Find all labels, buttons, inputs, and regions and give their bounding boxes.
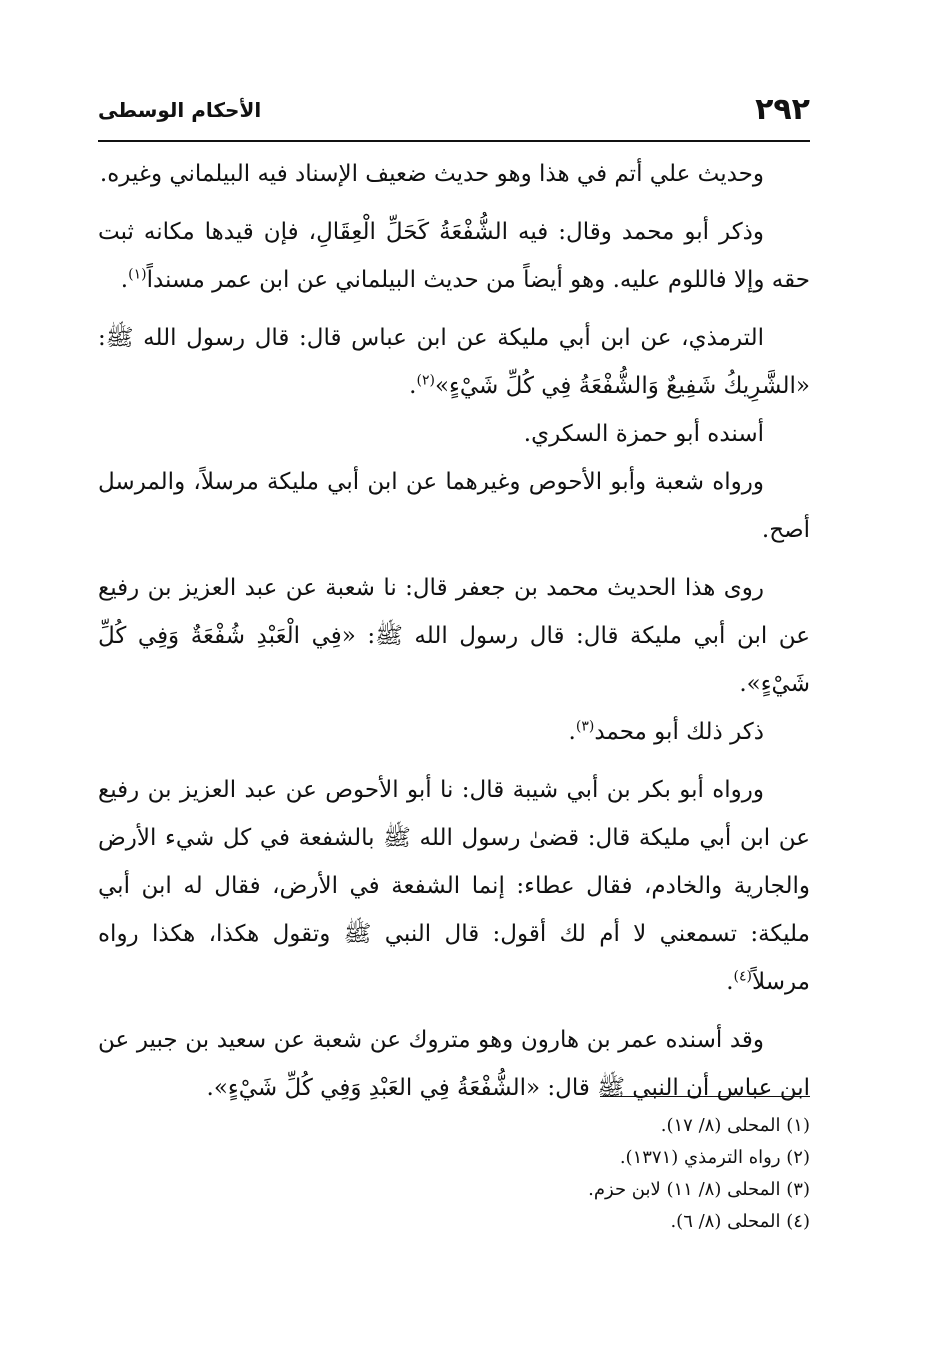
paragraph-9: [98, 1016, 810, 1112]
paragraph-text: روى هذا الحديث محمد بن جعفر قال: نا شعبة عن عبد العزيز بن رفيع عن ابن أبي مليكة قال: قال رسول الله ﷺ: «فِي الْعَبْدِ شُفْعَةٌ وَفِي كُلِّ شَيْءٍ».: [98, 575, 810, 697]
paragraph-tail: .: [409, 373, 417, 399]
paragraph-1: [98, 150, 810, 198]
paragraph-2: [98, 208, 810, 304]
paragraph-7: [98, 708, 810, 756]
running-title: الأحكام الوسطى: [98, 98, 262, 122]
paragraph-text: ورواه شعبة وأبو الأحوص وغيرهما عن ابن أبي مليكة مرسلاً، والمرسل أصح.: [98, 469, 810, 543]
footnote-3: (٣) المحلى (٨/ ١١) لابن حزم.: [588, 1179, 810, 1200]
footnote-ref-1[interactable]: (١): [128, 266, 147, 283]
paragraph-text: وذكر أبو محمد وقال: فيه الشُّفْعَةُ كَحَلِّ الْعِقَالِ، فإن قيدها مكانه ثبت حقه وإلا فاللوم عليه. وهو أيضاً من حديث البيلماني عن ابن عمر مسنداً: [98, 219, 810, 293]
paragraph-text: ورواه أبو بكر بن أبي شيبة قال: نا أبو الأحوص عن عبد العزيز بن رفيع عن ابن أبي مليكة قال: قضىٰ رسول الله ﷺ بالشفعة في كل شيء الأرض والجارية والخادم، فقال عطاء: إنما الشفعة في الأرض، فقال له ابن أبي مليكة: تسمعني لا أم لك أقول: قال النبي ﷺ وتقول هكذا، هكذا رواه مرسلاً: [98, 777, 810, 995]
paragraph-text: الترمذي، عن ابن أبي مليكة عن ابن عباس قال: قال رسول الله ﷺ: «الشَّرِيكُ شَفِيعٌ وَالشُّفْعَةُ فِي كُلِّ شَيْءٍ»: [98, 325, 810, 399]
paragraph-3: [98, 314, 810, 410]
footnote-ref-3[interactable]: (٣): [575, 718, 595, 735]
paragraph-tail: .: [120, 267, 129, 293]
footnotes: [98, 1110, 810, 1238]
footnote-separator: [600, 1096, 810, 1097]
paragraph-text: أسنده أبو حمزة السكري.: [523, 421, 764, 447]
footnote-4: (٤) المحلى (٨/ ٦).: [670, 1211, 810, 1232]
paragraph-4: [98, 410, 810, 458]
paragraph-tail: .: [726, 969, 734, 995]
paragraph-8: [98, 766, 810, 1006]
footnote-2: (٢) رواه الترمذي (١٣٧١).: [619, 1147, 810, 1168]
paragraph-text: ذكر ذلك أبو محمد: [594, 719, 764, 745]
footnote-ref-4[interactable]: (٤): [733, 968, 752, 985]
paragraph-6: [98, 564, 810, 708]
page-number: ٢٩٢: [755, 92, 810, 127]
main-text: [98, 150, 810, 1122]
paragraph-text: وحديث علي أتم في هذا وهو حديث ضعيف الإسناد فيه البيلماني وغيره.: [99, 161, 764, 187]
footnote-1: (١) المحلى (٨/ ١٧).: [660, 1115, 810, 1136]
header-rule: [98, 140, 810, 142]
page-header: [98, 92, 810, 138]
paragraph-tail: .: [568, 719, 576, 745]
paragraph-text: وقد أسنده عمر بن هارون وهو متروك عن شعبة عن سعيد بن جبير عن ابن عباس أن النبي ﷺ قال: «الشُّفْعَةُ فِي العَبْدِ وَفِي كُلِّ شَيْءٍ».: [98, 1027, 810, 1101]
paragraph-5: [98, 458, 810, 554]
footnote-ref-2[interactable]: (٢): [416, 372, 435, 389]
